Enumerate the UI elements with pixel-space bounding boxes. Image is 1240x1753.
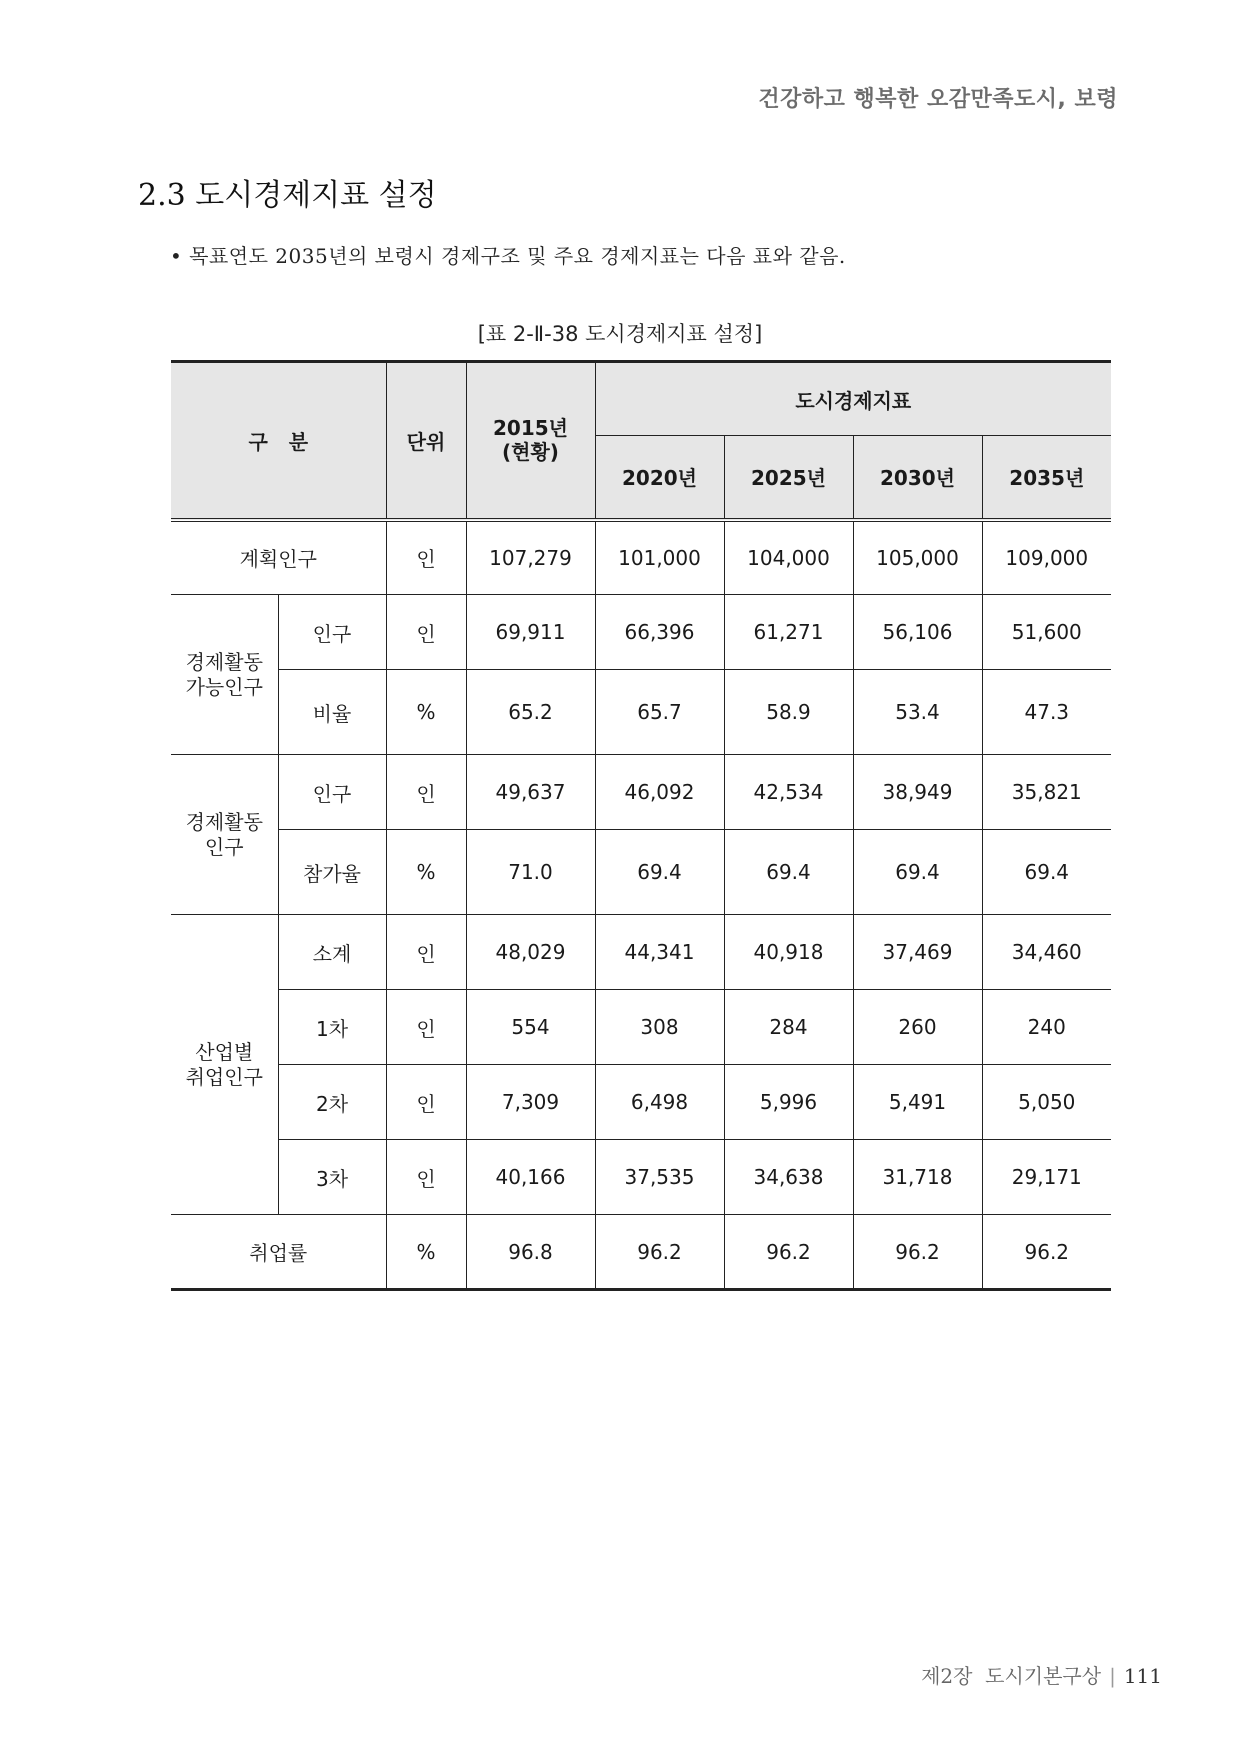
row-label: 소계 <box>278 915 386 990</box>
value-cell: 69.4 <box>853 830 982 915</box>
value-cell: 40,918 <box>724 915 853 990</box>
table-row <box>171 520 1111 595</box>
value-cell: 260 <box>853 990 982 1065</box>
value-cell: 58.9 <box>724 670 853 755</box>
unit-cell: 인 <box>386 520 466 595</box>
value-cell: 29,171 <box>982 1140 1111 1215</box>
header-year-2025: 2025년 <box>724 436 853 520</box>
value-cell: 37,469 <box>853 915 982 990</box>
row-label: 1차 <box>278 990 386 1065</box>
value-cell: 96.2 <box>724 1215 853 1290</box>
value-cell: 61,271 <box>724 595 853 670</box>
group-label: 산업별 취업인구 <box>171 915 278 1215</box>
value-cell: 65.7 <box>595 670 724 755</box>
row-label: 3차 <box>278 1140 386 1215</box>
value-cell: 40,166 <box>466 1140 595 1215</box>
value-cell: 53.4 <box>853 670 982 755</box>
value-cell: 71.0 <box>466 830 595 915</box>
row-label: 2차 <box>278 1065 386 1140</box>
value-cell: 6,498 <box>595 1065 724 1140</box>
value-cell: 69.4 <box>724 830 853 915</box>
running-header: 건강하고 행복한 오감만족도시, 보령 <box>758 87 1118 112</box>
table-row <box>171 990 1111 1065</box>
value-cell: 46,092 <box>595 755 724 830</box>
value-cell: 240 <box>982 990 1111 1065</box>
value-cell: 104,000 <box>724 520 853 595</box>
bullet-paragraph: • 목표연도 2035년의 보령시 경제구조 및 주요 경제지표는 다음 표와 같음. <box>170 244 846 268</box>
table-caption: [표 2-Ⅱ-38 도시경제지표 설정] <box>477 322 763 346</box>
value-cell: 48,029 <box>466 915 595 990</box>
value-cell: 5,996 <box>724 1065 853 1140</box>
value-cell: 31,718 <box>853 1140 982 1215</box>
row-label: 취업률 <box>171 1215 386 1290</box>
unit-cell: % <box>386 1215 466 1290</box>
row-label: 참가율 <box>278 830 386 915</box>
footer-chapter: 제2장 도시기본구상 <box>921 1664 1102 1688</box>
value-cell: 34,460 <box>982 915 1111 990</box>
value-cell: 96.2 <box>595 1215 724 1290</box>
unit-cell: % <box>386 670 466 755</box>
row-label: 비율 <box>278 670 386 755</box>
page-footer <box>921 1660 1162 1689</box>
table-row <box>171 1215 1111 1290</box>
value-cell: 66,396 <box>595 595 724 670</box>
value-cell: 44,341 <box>595 915 724 990</box>
group-label: 경제활동 인구 <box>171 755 278 915</box>
footer-separator: | <box>1109 1664 1116 1688</box>
value-cell: 308 <box>595 990 724 1065</box>
value-cell: 107,279 <box>466 520 595 595</box>
value-cell: 96.2 <box>853 1215 982 1290</box>
value-cell: 101,000 <box>595 520 724 595</box>
value-cell: 34,638 <box>724 1140 853 1215</box>
header-indicator-group: 도시경제지표 <box>595 362 1111 436</box>
value-cell: 49,637 <box>466 755 595 830</box>
value-cell: 96.8 <box>466 1215 595 1290</box>
value-cell: 7,309 <box>466 1065 595 1140</box>
value-cell: 109,000 <box>982 520 1111 595</box>
value-cell: 38,949 <box>853 755 982 830</box>
row-label: 인구 <box>278 595 386 670</box>
value-cell: 284 <box>724 990 853 1065</box>
unit-cell: 인 <box>386 1065 466 1140</box>
table-row <box>171 595 1111 670</box>
unit-cell: 인 <box>386 915 466 990</box>
value-cell: 51,600 <box>982 595 1111 670</box>
value-cell: 5,491 <box>853 1065 982 1140</box>
table-row <box>171 1140 1111 1215</box>
value-cell: 69,911 <box>466 595 595 670</box>
value-cell: 69.4 <box>982 830 1111 915</box>
header-category: 구 분 <box>171 362 386 520</box>
table-row <box>171 915 1111 990</box>
table-row <box>171 670 1111 755</box>
value-cell: 554 <box>466 990 595 1065</box>
section-title: 2.3 도시경제지표 설정 <box>138 178 437 213</box>
table-row <box>171 1065 1111 1140</box>
header-year-2030: 2030년 <box>853 436 982 520</box>
value-cell: 105,000 <box>853 520 982 595</box>
value-cell: 56,106 <box>853 595 982 670</box>
page-number: 111 <box>1123 1664 1162 1688</box>
row-label: 인구 <box>278 755 386 830</box>
value-cell: 37,535 <box>595 1140 724 1215</box>
unit-cell: 인 <box>386 755 466 830</box>
header-base-year: 2015년 (현황) <box>466 362 595 520</box>
header-year-2020: 2020년 <box>595 436 724 520</box>
header-unit: 단위 <box>386 362 466 520</box>
unit-cell: 인 <box>386 990 466 1065</box>
row-label: 계획인구 <box>171 520 386 595</box>
value-cell: 65.2 <box>466 670 595 755</box>
unit-cell: 인 <box>386 595 466 670</box>
value-cell: 5,050 <box>982 1065 1111 1140</box>
value-cell: 35,821 <box>982 755 1111 830</box>
value-cell: 42,534 <box>724 755 853 830</box>
group-label: 경제활동 가능인구 <box>171 595 278 755</box>
economic-indicator-table <box>171 360 1111 1291</box>
header-year-2035: 2035년 <box>982 436 1111 520</box>
table-row <box>171 830 1111 915</box>
value-cell: 47.3 <box>982 670 1111 755</box>
table-row <box>171 755 1111 830</box>
unit-cell: 인 <box>386 1140 466 1215</box>
unit-cell: % <box>386 830 466 915</box>
value-cell: 96.2 <box>982 1215 1111 1290</box>
value-cell: 69.4 <box>595 830 724 915</box>
